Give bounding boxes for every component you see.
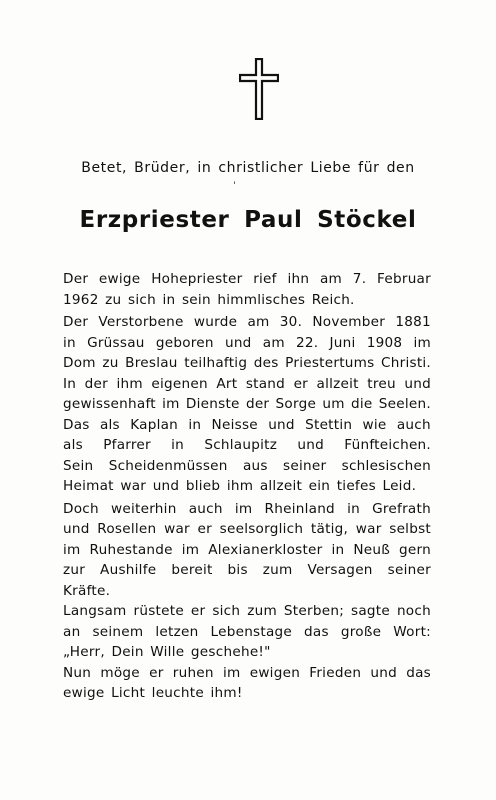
word: der: [245, 396, 270, 412]
word: Hohepriester: [151, 271, 243, 287]
word: war: [355, 521, 382, 537]
word: Kaplan: [130, 416, 179, 433]
word: am: [247, 314, 270, 330]
word: Wort:: [393, 623, 431, 640]
word: allzeit: [316, 375, 359, 392]
text-line: [63, 540, 431, 561]
word: Dom: [63, 355, 96, 371]
word: auch: [188, 500, 223, 517]
text-line: [63, 312, 431, 333]
word: Alexianerkloster: [208, 541, 323, 558]
text-line: [63, 269, 431, 290]
word: Christi.: [381, 355, 431, 371]
intro-line: Betet, Brüder, in christlicher Liebe für den: [81, 160, 415, 176]
word: Lebenstage: [210, 623, 293, 640]
word: er: [197, 521, 212, 537]
word: 30.: [279, 314, 303, 330]
word: zum: [247, 603, 277, 619]
word: Langsam: [63, 603, 127, 619]
text-line: [63, 456, 431, 477]
word: im: [162, 396, 180, 412]
ink-speck: ˈ: [233, 181, 236, 192]
text-line: [63, 499, 431, 520]
word: bereit: [171, 562, 213, 578]
word: sich: [212, 603, 241, 619]
word: ihm: [116, 375, 143, 392]
text-line: „Herr, Dein Wille geschehe!": [63, 644, 271, 660]
word: Sorge: [275, 396, 317, 412]
word: Stettin: [305, 416, 353, 433]
word: große: [340, 623, 382, 640]
word: Februar: [377, 271, 431, 287]
word: Scheidenmüssen: [108, 457, 228, 474]
word: in: [331, 541, 345, 558]
word: noch: [396, 603, 431, 619]
word: auch: [396, 416, 431, 433]
word: seinem: [92, 623, 144, 640]
word: er: [149, 664, 164, 681]
word: ihn: [287, 271, 310, 287]
word: Ruhestande: [89, 541, 173, 558]
word: in: [171, 437, 185, 453]
word: stand: [245, 375, 286, 392]
text-line: [63, 601, 431, 622]
word: sagte: [350, 603, 390, 619]
word: der: [84, 375, 108, 392]
text-line: [63, 333, 431, 354]
word: 7.: [352, 271, 367, 287]
word: wie: [362, 416, 387, 433]
word: seiner: [283, 457, 327, 474]
word: gern: [399, 541, 431, 558]
word: und: [370, 664, 397, 681]
word: in: [188, 416, 202, 433]
word: rüstete: [133, 603, 184, 619]
word: November: [312, 314, 386, 330]
word: war: [164, 521, 190, 537]
word: zur: [63, 562, 86, 578]
word: Rosellen: [97, 521, 157, 537]
word: Fünfteichen.: [344, 437, 431, 453]
word: aus: [242, 457, 268, 474]
word: möge: [100, 664, 140, 681]
text-line: [63, 353, 431, 374]
word: im: [413, 334, 431, 351]
word: des: [253, 355, 279, 371]
word: Verstorbene: [98, 314, 184, 330]
word: und: [297, 437, 325, 453]
word: in: [63, 334, 76, 351]
word: 1881: [395, 314, 431, 330]
word: am: [319, 271, 343, 287]
word: als: [63, 437, 83, 453]
word: tätig,: [310, 521, 349, 537]
word: ewigen: [249, 664, 301, 681]
word: am: [262, 334, 285, 351]
word: und: [404, 375, 431, 392]
word: Rheinland: [264, 500, 335, 517]
word: seiner: [387, 562, 431, 578]
word: weiterhin: [111, 500, 177, 517]
word: Der: [63, 271, 89, 287]
word: in: [347, 500, 360, 517]
text-line: [63, 560, 431, 581]
word: Aushilfe: [100, 562, 157, 578]
word: zu: [102, 355, 119, 371]
text-line: Heimat war und blieb ihm allzeit ein tiefes Leid.: [63, 478, 417, 494]
deceased-name: Erzpriester Paul Stöckel: [79, 207, 417, 233]
text-line: Kräfte.: [63, 582, 111, 599]
word: im: [234, 500, 253, 517]
word: Der: [63, 314, 89, 330]
word: im: [222, 664, 241, 681]
word: im: [63, 541, 81, 558]
word: Nun: [63, 664, 92, 681]
word: Frieden: [309, 664, 362, 681]
word: rief: [253, 271, 277, 287]
word: Dienste: [185, 396, 240, 412]
word: Schlaupitz: [204, 437, 278, 453]
word: als: [99, 416, 120, 433]
word: Das: [63, 416, 90, 433]
word: Breslau: [125, 355, 178, 371]
word: zum: [262, 562, 293, 578]
word: Sterben;: [283, 603, 345, 619]
word: gewissenhaft: [63, 396, 156, 412]
word: er: [190, 603, 206, 619]
word: Sein: [63, 457, 94, 474]
text-line: [63, 622, 431, 643]
word: Pfarrer: [103, 437, 151, 453]
word: er: [293, 375, 309, 392]
word: Priestertums: [285, 355, 375, 371]
word: und: [268, 416, 295, 433]
latin-cross-icon: [239, 58, 279, 120]
word: letzen: [155, 623, 199, 640]
word: teilhaftig: [184, 355, 248, 371]
text-line: 1962 zu sich in sein himmlisches Reich.: [63, 291, 355, 308]
word: schlesischen: [341, 457, 431, 474]
word: treu: [367, 375, 396, 392]
word: selbst: [389, 521, 431, 537]
text-line: [63, 435, 431, 456]
word: um: [322, 396, 345, 412]
text-line: [63, 394, 431, 415]
word: und: [224, 334, 252, 351]
word: 1908: [366, 334, 403, 351]
word: und: [63, 521, 90, 537]
word: eigenen: [151, 375, 208, 392]
word: Seelen.: [378, 396, 431, 412]
word: Versagen: [307, 562, 373, 578]
word: Doch: [63, 500, 99, 517]
word: an: [63, 623, 81, 640]
text-line: ewige Licht leuchte ihm!: [63, 685, 243, 701]
word: im: [181, 541, 200, 558]
word: wurde: [193, 314, 238, 330]
word: Grefrath: [372, 500, 431, 517]
text-line: [63, 374, 431, 395]
word: die: [350, 396, 373, 412]
word: Juni: [329, 334, 356, 351]
word: bis: [227, 562, 248, 578]
word: Neuß: [353, 541, 391, 558]
word: Grüssau: [87, 334, 145, 351]
word: ewige: [98, 271, 141, 287]
word: seelsorglich: [219, 521, 304, 537]
word: Neisse: [211, 416, 258, 433]
text-line: [63, 663, 431, 684]
word: Art: [216, 375, 238, 392]
text-line: [63, 415, 431, 436]
word: das: [304, 623, 329, 640]
word: das: [406, 664, 431, 681]
word: geboren: [155, 334, 214, 351]
obituary-text: [63, 269, 431, 704]
word: In: [63, 375, 77, 392]
word: 22.: [295, 334, 319, 351]
text-line: [63, 519, 431, 540]
word: ruhen: [172, 664, 214, 681]
